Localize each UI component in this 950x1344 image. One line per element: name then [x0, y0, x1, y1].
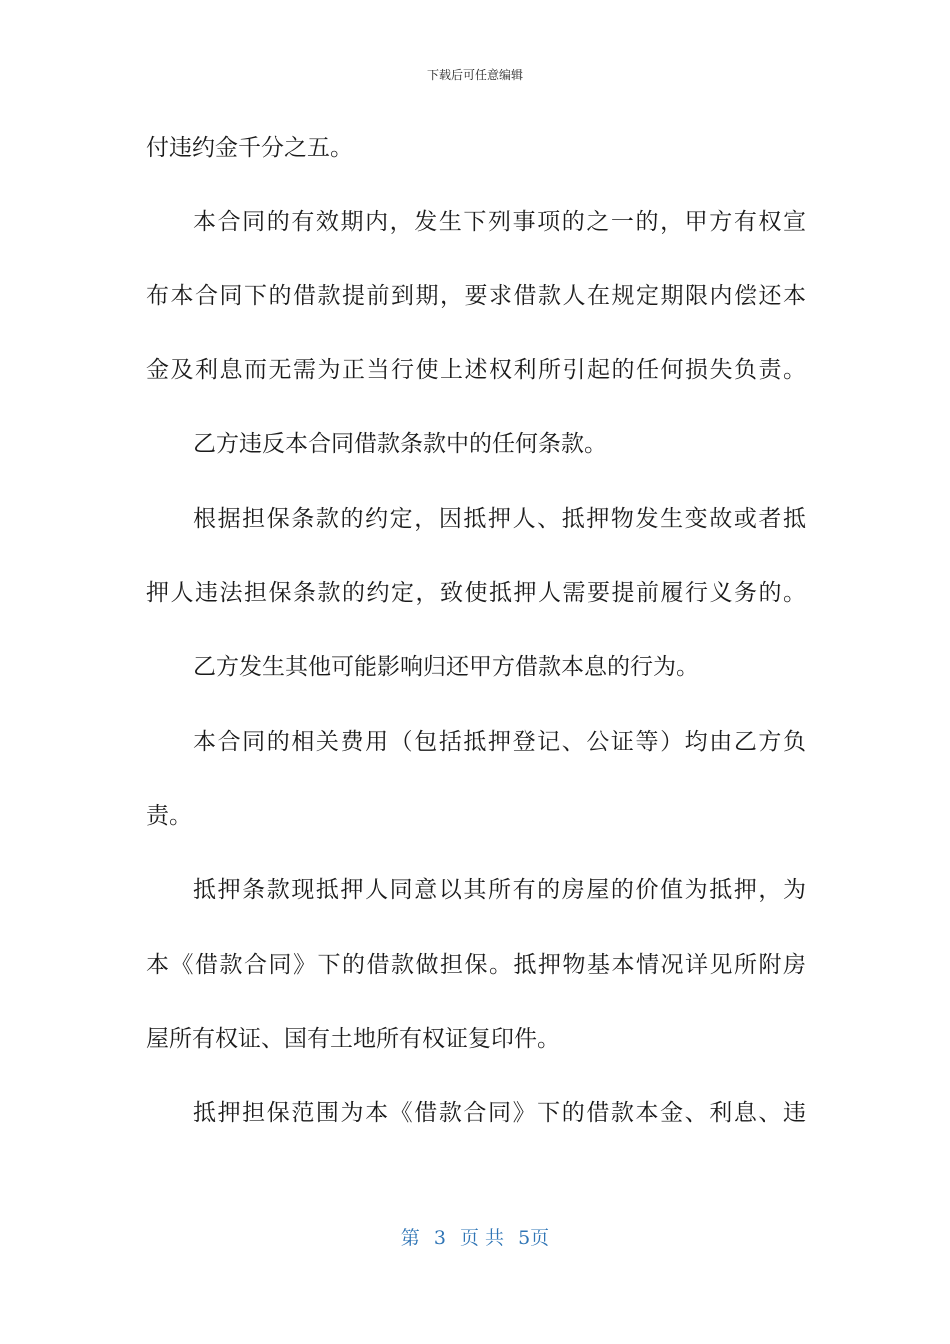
page-header-note: 下载后可任意编辑	[426, 68, 523, 82]
body-line-9: 本合同的相关费用（包括抵押登记、公证等）均由乙方负	[193, 729, 806, 755]
body-line-12: 本《借款合同》下的借款做担保。抵押物基本情况详见所附房	[146, 952, 806, 978]
body-line-4: 金及利息而无需为正当行使上述权利所引起的任何损失负责。	[146, 357, 806, 383]
body-line-1: 付违约金千分之五。	[146, 135, 353, 161]
footer-current-page: 3	[433, 1227, 446, 1249]
body-line-7: 押人违法担保条款的约定，致使抵押人需要提前履行义务的。	[146, 580, 806, 606]
body-line-10: 责。	[146, 803, 192, 829]
body-line-8: 乙方发生其他可能影响归还甲方借款本息的行为。	[193, 654, 699, 680]
body-line-14: 抵押担保范围为本《借款合同》下的借款本金、利息、违	[193, 1100, 806, 1126]
body-line-11: 抵押条款现抵押人同意以其所有的房屋的价值为抵押，为	[193, 877, 806, 903]
body-line-2: 本合同的有效期内，发生下列事项的之一的，甲方有权宣	[193, 209, 806, 235]
body-line-6: 根据担保条款的约定，因抵押人、抵押物发生变故或者抵	[193, 506, 806, 532]
page-footer	[0, 1225, 950, 1251]
footer-prefix: 第	[400, 1227, 420, 1249]
body-line-3: 布本合同下的借款提前到期，要求借款人在规定期限内偿还本	[146, 283, 806, 309]
footer-total-pages: 5页	[518, 1227, 550, 1249]
body-line-13: 屋所有权证、国有土地所有权证复印件。	[146, 1026, 560, 1052]
body-line-5: 乙方违反本合同借款条款中的任何条款。	[193, 431, 607, 457]
footer-middle: 页 共	[460, 1227, 505, 1249]
